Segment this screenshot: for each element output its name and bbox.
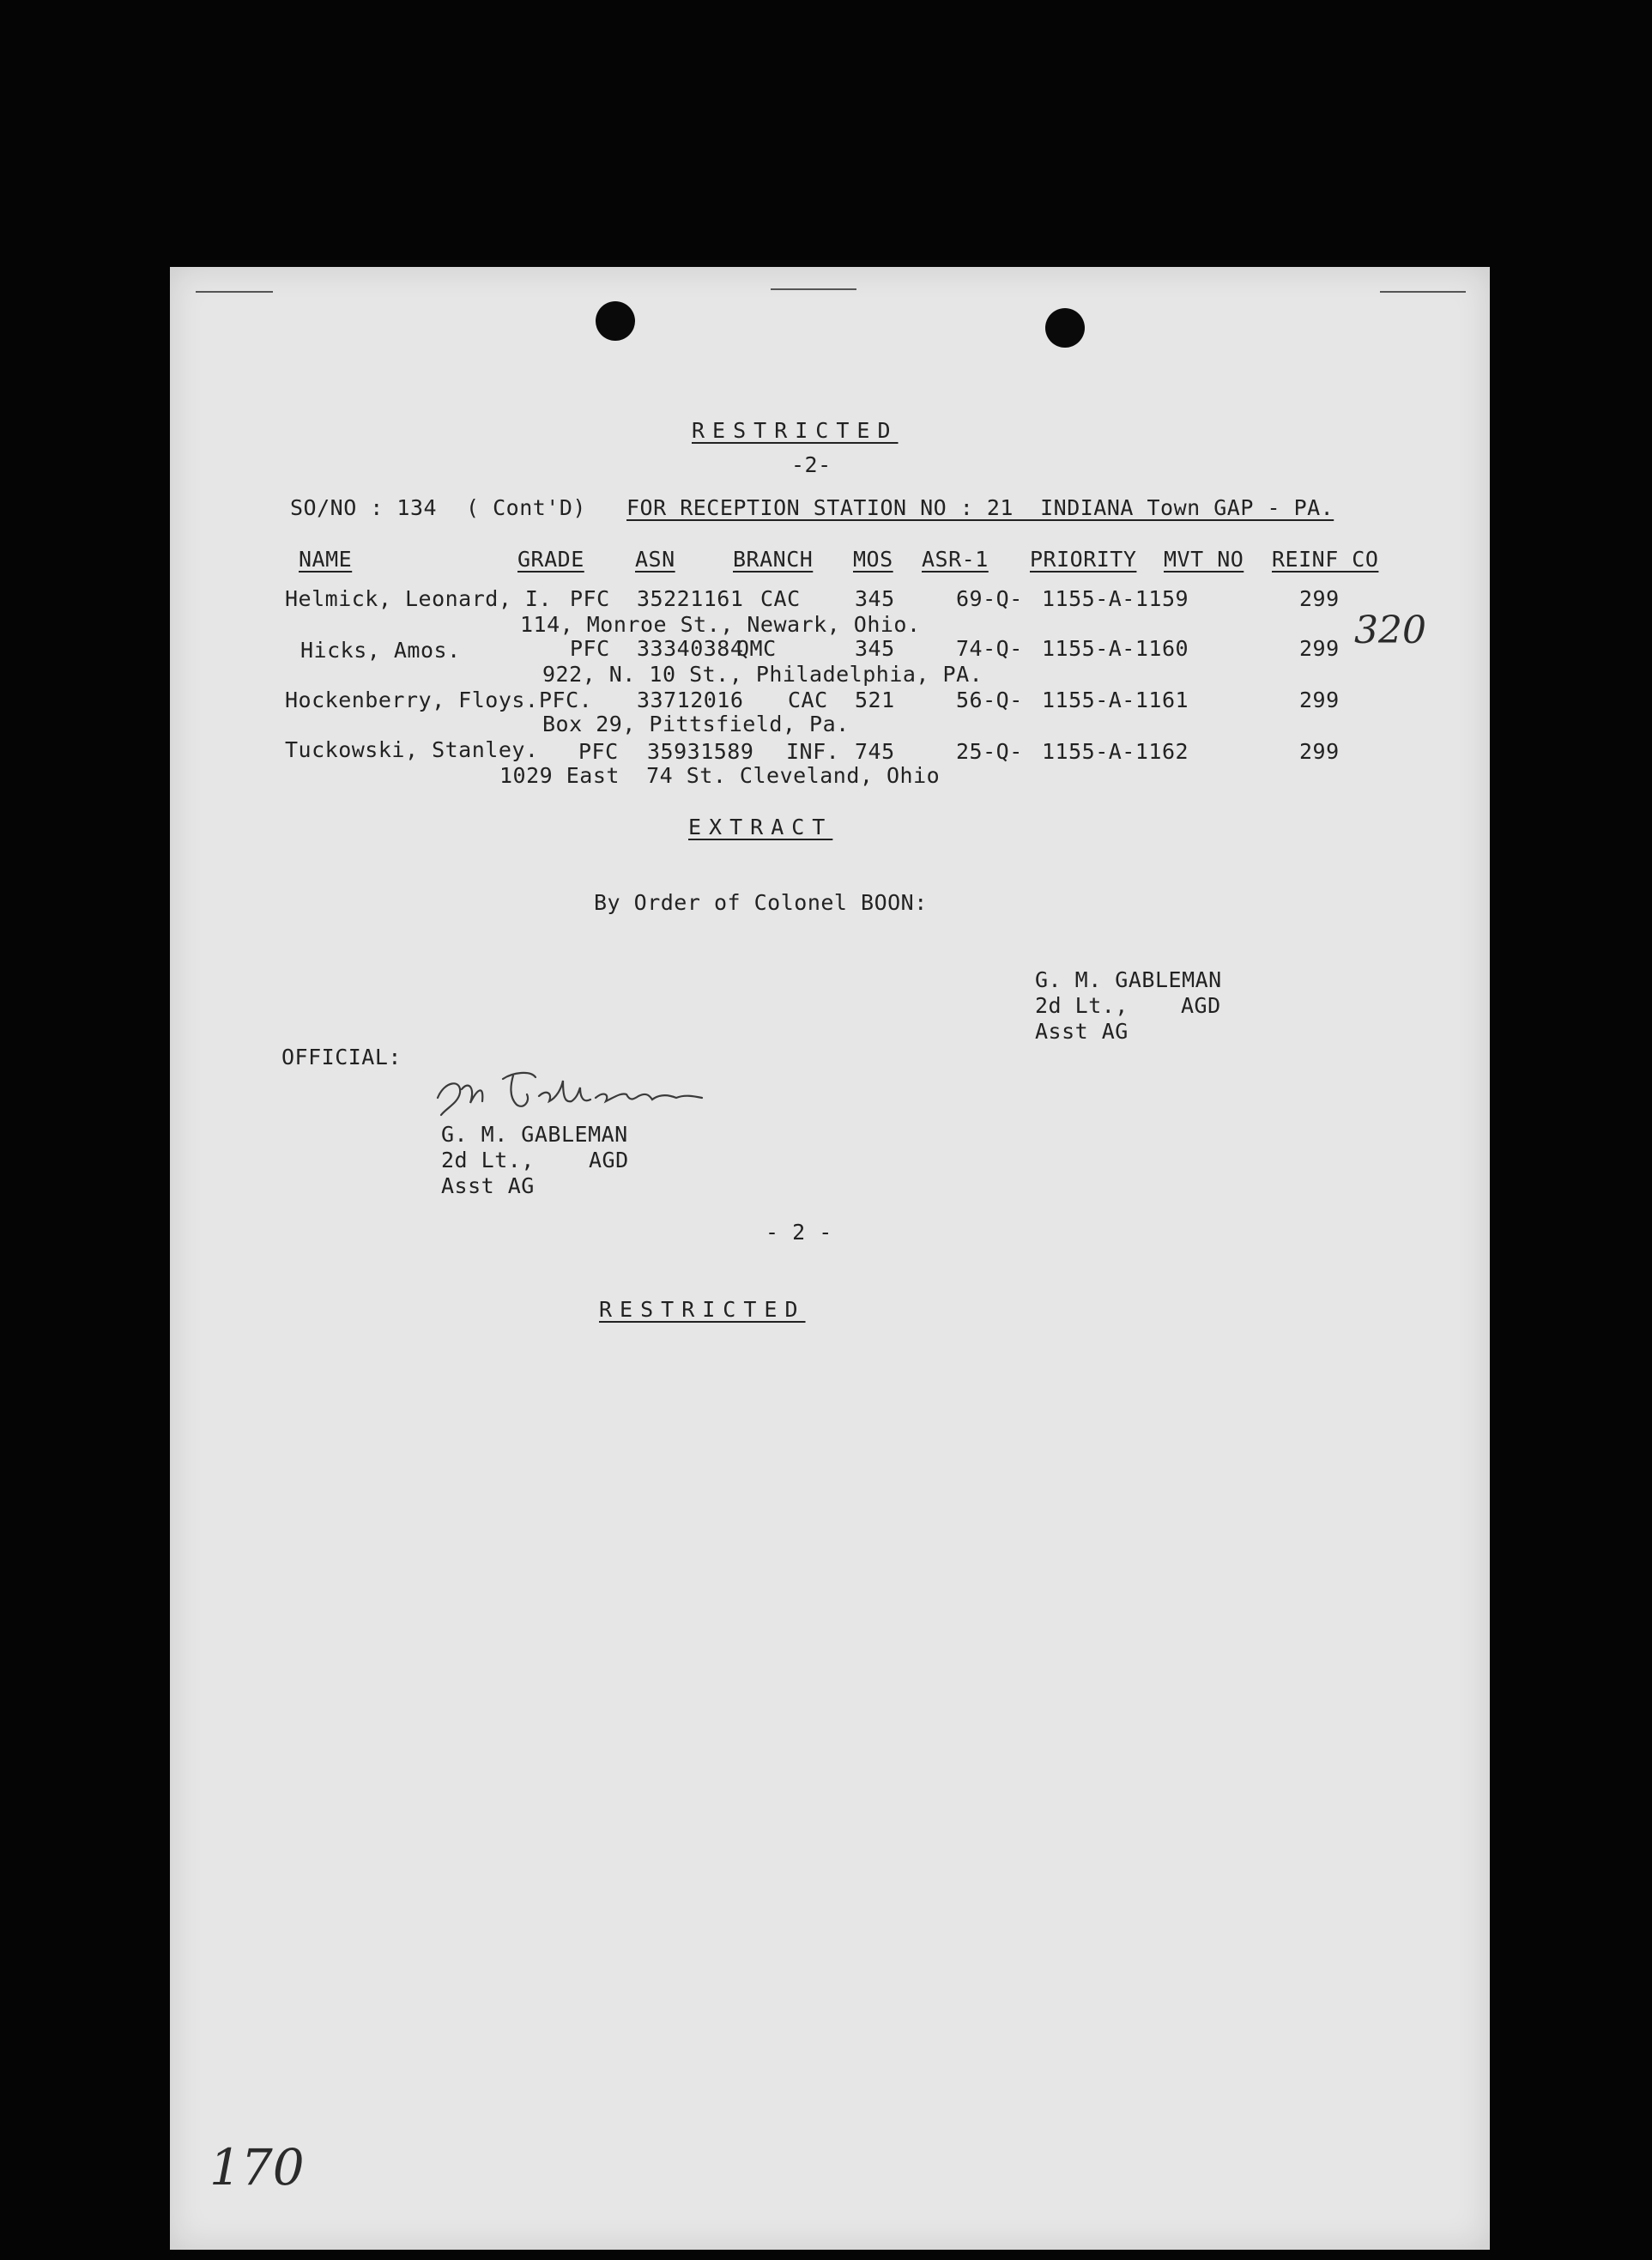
row-grade: PFC — [570, 636, 610, 661]
row-grade: PFC — [570, 586, 610, 611]
official-name: G. M. GABLEMAN — [441, 1122, 628, 1147]
row-mos: 345 — [855, 636, 895, 661]
row-asn: 35221161 — [637, 586, 744, 611]
row-priority: 1155-A-1159 — [1042, 586, 1189, 611]
page-number: - 2 - — [765, 1220, 832, 1245]
row-asr: 74-Q- — [956, 636, 1023, 661]
row-grade: PFC — [578, 739, 619, 764]
row-branch: INF. — [786, 739, 840, 764]
row-branch: CAC — [760, 586, 801, 611]
edge-mark — [771, 288, 856, 290]
signer-title: Asst AG — [1035, 1019, 1129, 1044]
col-asn: ASN — [635, 547, 675, 572]
row-asn: 33340384 — [637, 636, 744, 661]
row-mos: 345 — [855, 586, 895, 611]
row-address: 922, N. 10 St., Philadelphia, PA. — [542, 662, 983, 687]
signer-name: G. M. GABLEMAN — [1035, 967, 1222, 992]
row-priority: 1155-A-1161 — [1042, 688, 1189, 712]
folio-number: 170 — [209, 2138, 305, 2196]
destination: FOR RECEPTION STATION NO : 21 INDIANA Town GAP - PA. — [626, 495, 1334, 520]
row-address: 114, Monroe St., Newark, Ohio. — [520, 612, 921, 637]
row-address: Box 29, Pittsfield, Pa. — [542, 712, 850, 736]
row-name: Tuckowski, Stanley. — [285, 737, 539, 762]
row-name: Helmick, Leonard, I. — [285, 586, 553, 611]
continued-label: ( Cont'D) — [466, 495, 586, 520]
col-mvt-no: MVT NO — [1164, 547, 1244, 572]
official-unit: AGD — [589, 1148, 629, 1172]
edge-mark — [196, 291, 273, 293]
col-priority: PRIORITY — [1030, 547, 1137, 572]
row-branch: CAC — [788, 688, 828, 712]
row-asn: 33712016 — [637, 688, 744, 712]
row-asr: 25-Q- — [956, 739, 1023, 764]
row-address: 1029 East 74 St. Cleveland, Ohio — [499, 763, 941, 788]
row-name: Hicks, Amos. — [300, 638, 461, 663]
row-branch: QMC — [736, 636, 777, 661]
row-reinf: 299 — [1299, 739, 1340, 764]
row-asr: 56-Q- — [956, 688, 1023, 712]
col-mos: MOS — [853, 547, 893, 572]
punch-hole — [596, 301, 635, 341]
row-priority: 1155-A-1162 — [1042, 739, 1189, 764]
row-reinf: 299 — [1299, 636, 1340, 661]
col-grade: GRADE — [517, 547, 584, 572]
row-grade: PFC. — [539, 688, 593, 712]
official-rank: 2d Lt., — [441, 1148, 535, 1172]
row-name: Hockenberry, Floys. — [285, 688, 539, 712]
row-mos: 745 — [855, 739, 895, 764]
edge-mark — [1380, 291, 1466, 293]
handwritten-number: 320 — [1354, 609, 1426, 652]
signer-rank: 2d Lt., — [1035, 993, 1129, 1018]
signer-unit: AGD — [1181, 993, 1221, 1018]
row-asr: 69-Q- — [956, 586, 1023, 611]
official-label: OFFICIAL: — [281, 1045, 402, 1069]
extract-heading: EXTRACT — [688, 815, 833, 839]
col-asr: ASR-1 — [922, 547, 989, 572]
col-reinf-co: REINF CO — [1272, 547, 1379, 572]
page-mark: -2- — [791, 452, 832, 477]
classification-header: RESTRICTED — [692, 418, 899, 443]
row-asn: 35931589 — [647, 739, 754, 764]
handwritten-signature — [427, 1063, 771, 1124]
row-reinf: 299 — [1299, 688, 1340, 712]
official-title: Asst AG — [441, 1173, 535, 1198]
col-branch: BRANCH — [733, 547, 814, 572]
by-order-line: By Order of Colonel BOON: — [594, 890, 928, 915]
punch-hole — [1045, 308, 1085, 348]
col-name: NAME — [299, 547, 353, 572]
document-page — [170, 267, 1490, 2250]
so-number: SO/NO : 134 — [290, 495, 438, 520]
classification-footer: RESTRICTED — [599, 1297, 806, 1322]
row-reinf: 299 — [1299, 586, 1340, 611]
row-priority: 1155-A-1160 — [1042, 636, 1189, 661]
row-mos: 521 — [855, 688, 895, 712]
